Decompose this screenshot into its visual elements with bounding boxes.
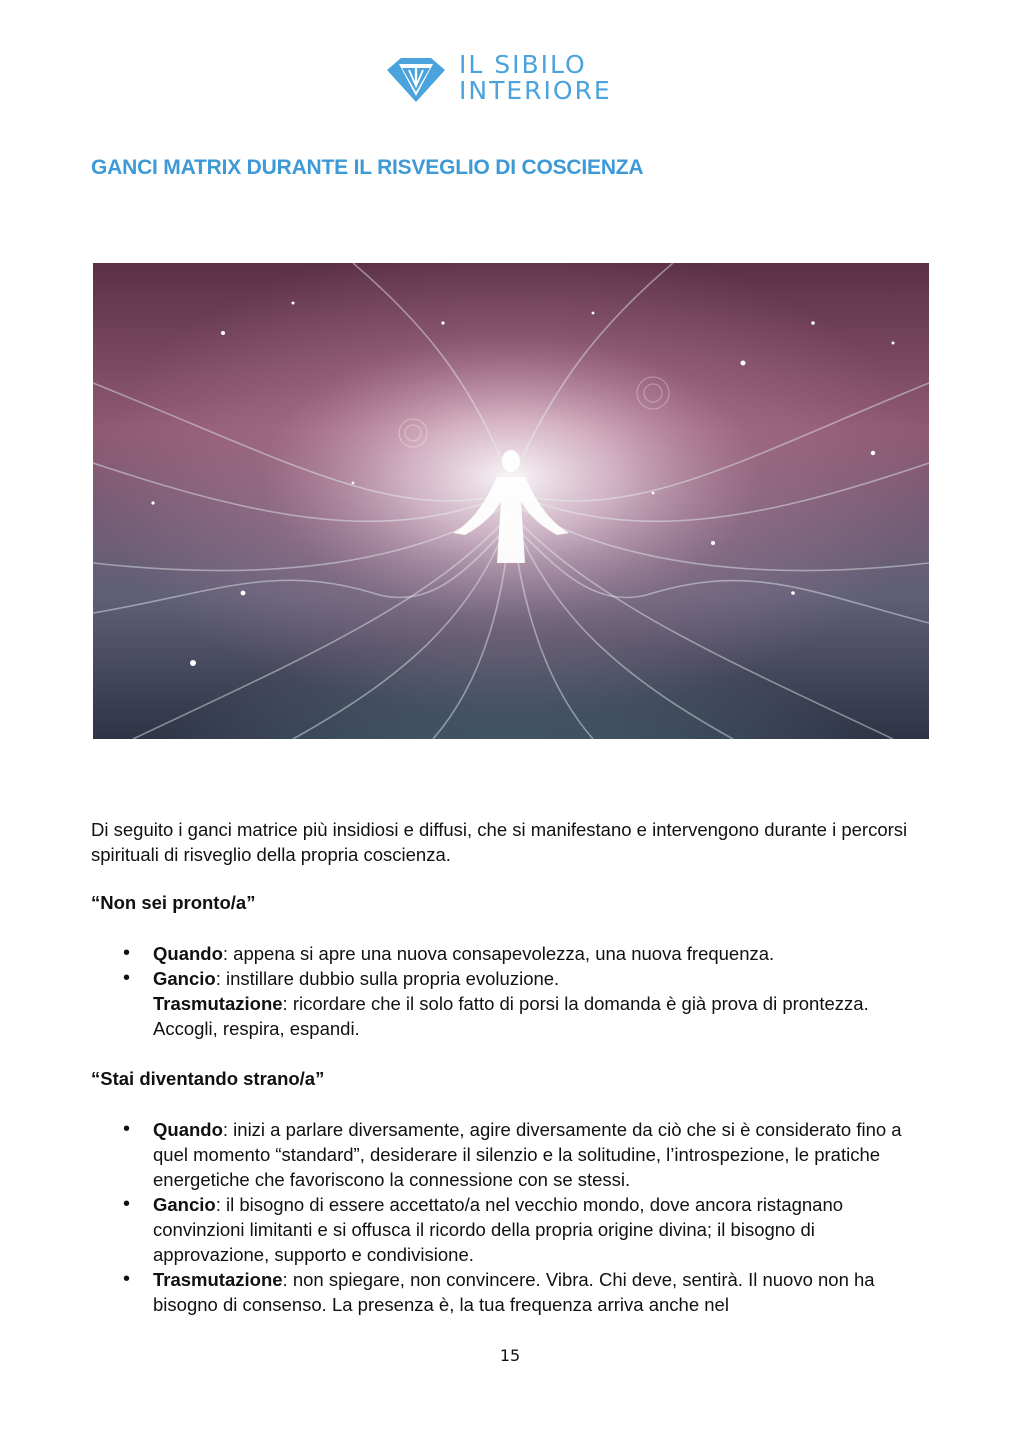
- logo-line-1: IL SIBILO: [459, 50, 587, 79]
- item-text: : instillare dubbio sulla propria evoluzione.: [215, 968, 560, 989]
- list-item: [91, 1117, 931, 1192]
- item-label: Quando: [153, 1119, 223, 1140]
- item-label: Trasmutazione: [153, 1269, 283, 1290]
- intro-paragraph: Di seguito i ganci matrice più insidiosi e diffusi, che si manifestano e intervengono durante i percorsi spirituali di risveglio della propria coscienza.: [91, 819, 908, 865]
- diamond-logo-icon: [385, 56, 447, 104]
- list-item: [91, 1192, 931, 1267]
- list-item: [91, 1267, 931, 1317]
- item-text: : non spiegare, non convincere. Vibra. Chi deve, sentirà. Il nuovo non ha bisogno di consenso. La presenza è, la tua frequenza arriva anche nel: [153, 1269, 875, 1315]
- item-text: : inizi a parlare diversamente, agire diversamente da ciò che si è considerato fino a quel momento “standard”, desiderare il silenzio e la solitudine, l’introspezione, le pratiche energetiche che favoriscono la connessione con se stessi.: [153, 1119, 902, 1190]
- logo-line-2: INTERIORE: [459, 76, 612, 105]
- bullet-list: [91, 941, 931, 1041]
- item-text: : il bisogno di essere accettato/a nel vecchio mondo, dove ancora ristagnano convinzioni limitanti e si offusca il ricordo della propria origine divina; il bisogno di approvazione, supporto e condivisione.: [153, 1194, 844, 1265]
- item-label: Quando: [153, 943, 223, 964]
- page-number: 15: [499, 1346, 521, 1365]
- list-item: [91, 941, 931, 966]
- page-title: GANCI MATRIX DURANTE IL RISVEGLIO DI COSCIENZA: [91, 156, 644, 179]
- item-text: : ricordare che il solo fatto di porsi la domanda è già prova di prontezza. Accogli, respira, espandi.: [153, 993, 869, 1039]
- logo-text: [459, 52, 612, 104]
- item-label: Gancio: [153, 1194, 216, 1215]
- hero-illustration: [93, 263, 929, 739]
- section-heading: “Non sei pronto/a”: [91, 892, 256, 913]
- item-text: : appena si apre una nuova consapevolezza, una nuova frequenza.: [222, 943, 775, 964]
- item-label: Trasmutazione: [153, 993, 283, 1014]
- logo: [385, 52, 645, 108]
- item-label: Gancio: [153, 968, 216, 989]
- list-item: [91, 966, 931, 1041]
- section-heading: “Stai diventando strano/a”: [91, 1068, 325, 1089]
- bullet-list: [91, 1117, 931, 1317]
